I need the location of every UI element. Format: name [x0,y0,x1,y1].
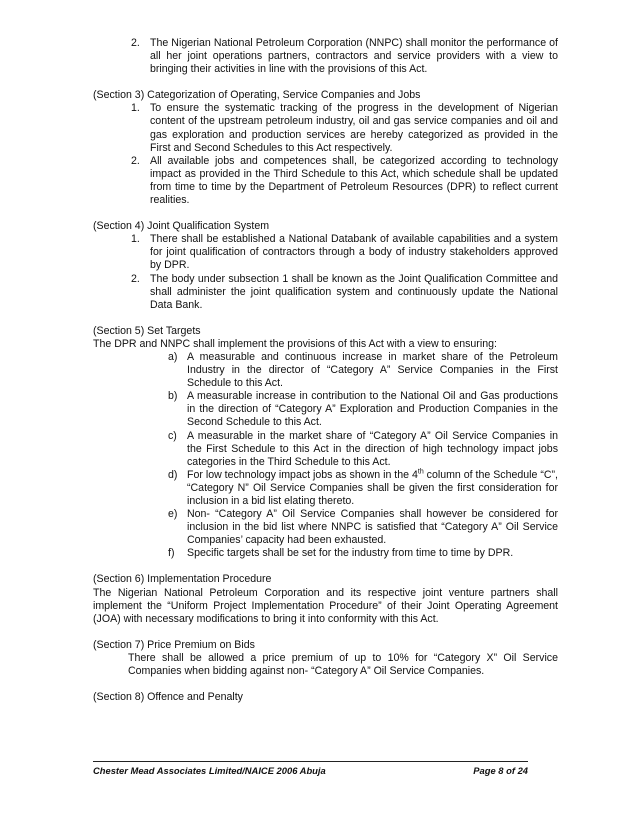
list-letter: e) [168,508,178,521]
list-item [168,390,558,429]
list-item [168,351,558,390]
list-number: 2. [131,272,140,285]
section-6-heading: (Section 6) Implementation Procedure [93,573,272,586]
page-footer [93,761,528,777]
section-5-heading: (Section 5) Set Targets [93,324,201,337]
list-item [131,233,558,272]
list-item [131,155,558,207]
superscript: th [417,468,424,476]
list-text: A measurable and continuous increase in market share of the Petroleum Industry in the director of “Category A” Service Companies in the First Schedule to this Act. [187,350,558,390]
list-item [168,430,558,469]
section-4-heading: (Section 4) Joint Qualification System [93,220,270,233]
list-text: A measurable increase in contribution to the National Oil and Gas productions in the direction of “Category A” Exploration and Production Companies in the Second Schedule to this Act. [187,390,558,429]
list-item [131,37,558,76]
section-5-intro: The DPR and NNPC shall implement the provisions of this Act with a view to ensuring: [93,337,497,350]
list-item [131,273,558,312]
list-text: The Nigerian National Petroleum Corporation (NNPC) shall monitor the performance of all her joint operations partners, contractors and service providers with a view to bringing their activities in line with the provisions of this Act. [150,37,558,76]
body-text [93,37,558,704]
list-number: 1. [131,102,140,115]
list-number: 2. [131,154,140,167]
section-7-text: There shall be allowed a price premium of up to 10% for “Category X” Oil Service Companies when bidding against non- “Category A” Oil Service Companies. [128,651,558,678]
list-item [168,469,558,508]
section-7-heading: (Section 7) Price Premium on Bids [93,638,255,651]
list-letter: f) [168,547,175,560]
footer-source: Chester Mead Associates Limited/NAICE 2006 Abuja [93,765,326,776]
list-number: 2. [131,37,140,49]
section-6-text: The Nigerian National Petroleum Corporation and its respective joint venture partners shall implement the “Uniform Project Implementation Procedure” of their Joint Operating Agreement (JOA) with necessary modifications to bring it into conformity with this Act. [93,586,558,625]
footer-page-number: Page 8 of 24 [473,765,528,776]
list-text: For low technology impact jobs as shown in the 4th column of the Schedule “C”, “Category N” Oil Service Companies shall be given the first consideration for inclusion in a bid list elating thereto. [187,468,558,507]
list-text: Non- “Category A” Oil Service Companies shall however be considered for inclusion in the bid list where NNPC is satisfied that “Category A” Oil Service Companies’ capacity had been exhausted. [187,508,558,547]
list-item [168,547,558,560]
list-number: 1. [131,233,140,246]
list-text: A measurable in the market share of “Category A” Oil Service Companies in the First Schedule to this Act in the direction of high technology impact jobs categories in the Third Schedule to this Act. [187,429,558,468]
list-letter: b) [168,390,178,403]
list-text: To ensure the systematic tracking of the progress in the development of Nigerian content of the upstream petroleum industry, oil and gas service companies and oil and gas exploration and production services are hereby categorized as provided in the First and Second Schedules to this Act respectively. [150,102,558,154]
list-letter: a) [168,350,178,363]
list-text: The body under subsection 1 shall be known as the Joint Qualification Committee and shall administer the joint qualification system and continuously update the National Data Bank. [150,272,558,311]
list-text: All available jobs and competences shall, be categorized according to technology impact as provided in the Third Schedule to this Act, which schedule shall be updated from time to time by the Department of Petroleum Resources (DPR) to reflect current realities. [150,154,558,207]
list-item [168,508,558,547]
list-letter: d) [168,468,178,481]
list-text: There shall be established a National Databank of available capabilities and a system for joint qualification of contractors through a body of industry stakeholders approved by DPR. [150,233,558,272]
section-3-heading: (Section 3) Categorization of Operating, Service Companies and Jobs [93,89,421,102]
list-text: Specific targets shall be set for the industry from time to time by DPR. [187,547,514,560]
list-letter: c) [168,429,177,442]
section-8-heading: (Section 8) Offence and Penalty [93,691,243,704]
list-item [131,102,558,154]
